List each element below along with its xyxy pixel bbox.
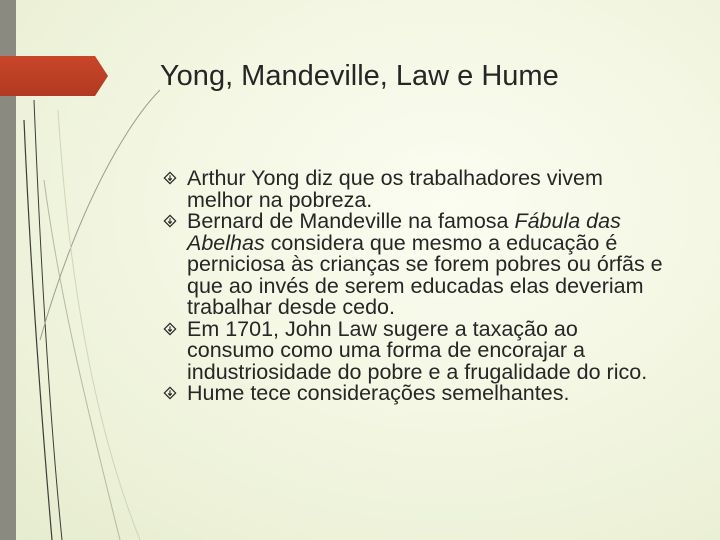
bullet-item bbox=[160, 316, 670, 384]
bullet-item bbox=[160, 211, 670, 319]
bullet-item bbox=[160, 168, 670, 211]
bullet-list bbox=[160, 168, 670, 405]
bullet-item bbox=[160, 383, 670, 405]
title-accent-tab bbox=[0, 56, 108, 96]
diamond-arrow-icon bbox=[163, 214, 177, 228]
bullet-text: Bernard de Mandeville na famosa Fábula das Abelhas considera que mesmo a educação é perniciosa às crianças se forem pobres ou órfãs e que ao invés de serem educadas elas deveriam trabalhar desde cedo. bbox=[187, 209, 663, 319]
diamond-arrow-icon bbox=[163, 171, 177, 185]
diamond-arrow-icon bbox=[163, 386, 177, 400]
diamond-arrow-icon bbox=[163, 322, 177, 336]
book-title: Fábula das Abelhas bbox=[187, 209, 621, 255]
bullet-text: Em 1701, John Law sugere a taxação ao consumo como uma forma de encorajar a industriosidade do pobre e a frugalidade do rico. bbox=[187, 316, 648, 384]
slide-title: Yong, Mandeville, Law e Hume bbox=[160, 60, 559, 92]
bullet-text: Arthur Yong diz que os trabalhadores vivem melhor na pobreza. bbox=[187, 166, 603, 212]
bullet-text: Hume tece considerações semelhantes. bbox=[187, 381, 570, 405]
